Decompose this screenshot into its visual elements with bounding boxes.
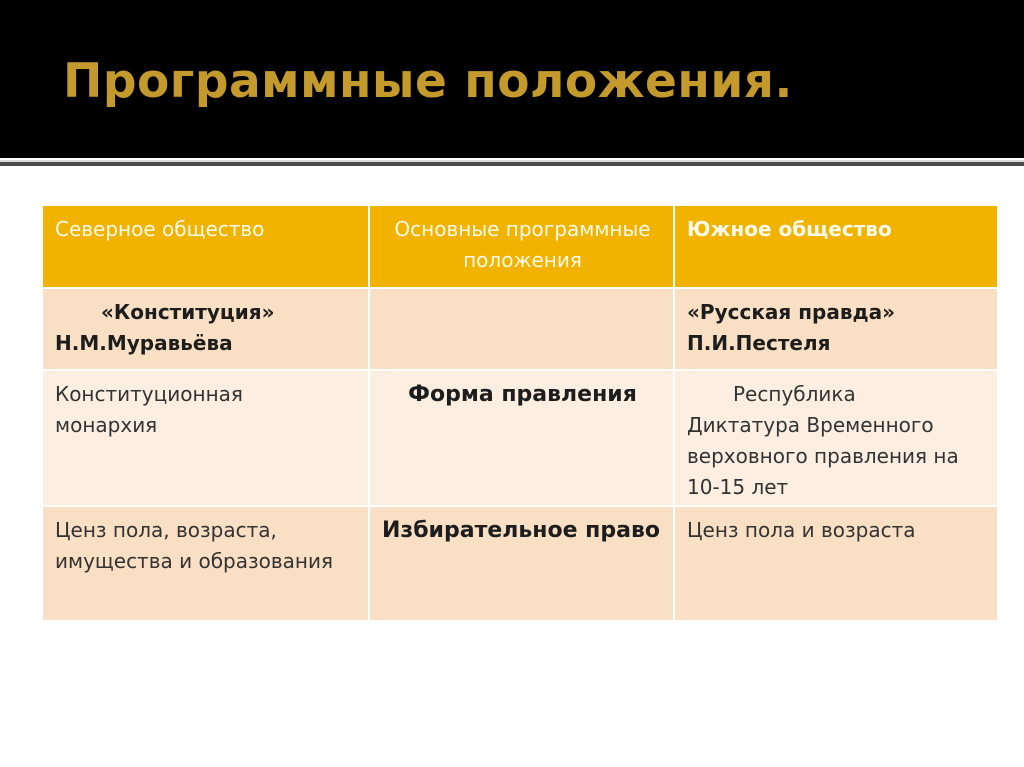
slide-title: Программные положения. bbox=[63, 54, 793, 109]
cell-north-suffrage bbox=[42, 506, 369, 621]
cell-middle-empty bbox=[369, 288, 674, 370]
table-header-row bbox=[42, 205, 998, 288]
criterion-suffrage: Избирательное право bbox=[382, 518, 660, 543]
south-document-author: П.И.Пестеля bbox=[687, 331, 831, 355]
north-document-name: «Конституция» bbox=[101, 300, 275, 324]
header-cell-north bbox=[42, 205, 369, 288]
header-cell-south bbox=[674, 205, 998, 288]
header-south: Южное общество bbox=[687, 217, 892, 241]
criterion-government: Форма правления bbox=[408, 382, 637, 407]
header-middle: Основные программные положения bbox=[394, 217, 651, 272]
cell-criterion-suffrage bbox=[369, 506, 674, 621]
cell-south-document bbox=[674, 288, 998, 370]
cell-south-government bbox=[674, 370, 998, 506]
cell-south-suffrage bbox=[674, 506, 998, 621]
cell-north-document bbox=[42, 288, 369, 370]
north-suffrage: Ценз пола, возраста, имущества и образования bbox=[55, 518, 334, 573]
south-government-line1: Республика bbox=[733, 382, 856, 406]
cell-criterion-government bbox=[369, 370, 674, 506]
cell-north-government bbox=[42, 370, 369, 506]
north-document-author: Н.М.Муравьёва bbox=[55, 331, 233, 355]
comparison-table bbox=[41, 204, 999, 622]
title-bar bbox=[0, 0, 1024, 158]
south-government-line2: Диктатура Временного верховного правления на 10-15 лет bbox=[687, 413, 959, 499]
title-divider-dark bbox=[0, 162, 1024, 166]
south-suffrage: Ценз пола и возраста bbox=[687, 518, 916, 542]
north-government: Конституционная монархия bbox=[55, 382, 243, 437]
header-north: Северное общество bbox=[55, 217, 265, 241]
table-row bbox=[42, 506, 998, 621]
south-document-name: «Русская правда» bbox=[687, 300, 896, 324]
header-cell-middle bbox=[369, 205, 674, 288]
table-row bbox=[42, 288, 998, 370]
table-row bbox=[42, 370, 998, 506]
